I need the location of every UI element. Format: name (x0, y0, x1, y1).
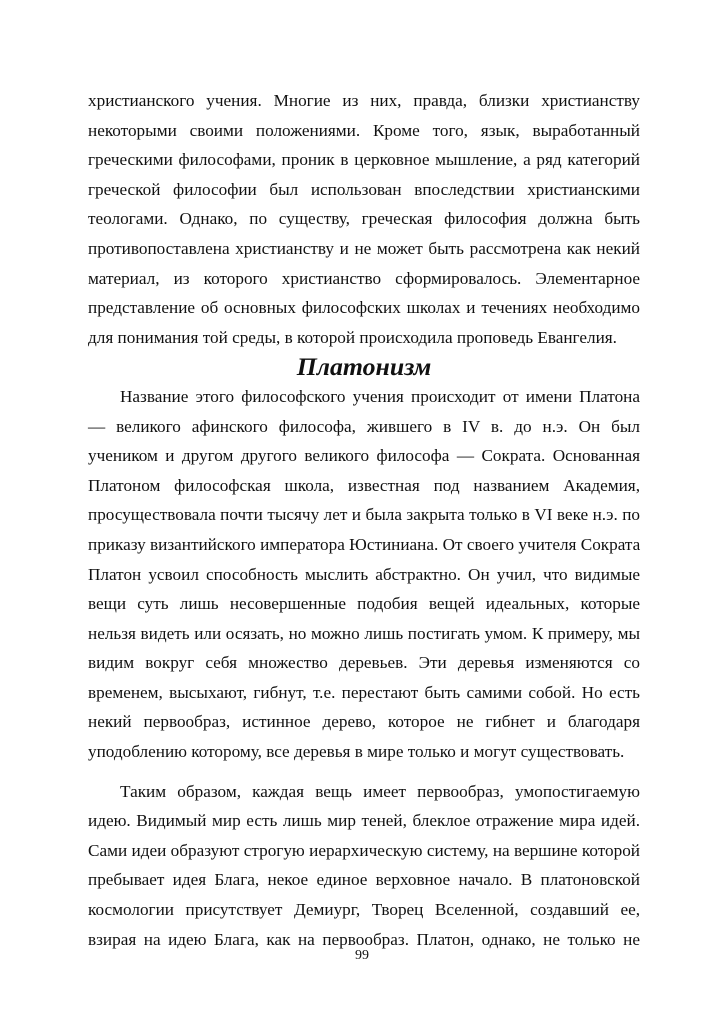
text-line: Название этого философского учения происходит от имени Платона (120, 386, 640, 406)
text-line: взирая на идею Блага, как на первообраз. Платон, однако, не только не (88, 929, 640, 949)
paragraph-gap (88, 767, 640, 777)
text-line: вещи суть лишь несовершенные подобия вещей идеальных, которые (88, 594, 640, 614)
text-line: видим вокруг себя множество деревьев. Эти деревья изменяются со (88, 653, 640, 673)
text-line: противопоставлена христианству и не может быть рассмотрена как некий (88, 238, 640, 258)
text-line: греческой философии был использован впоследствии христианскими (88, 179, 640, 199)
text-line: для понимания той среды, в которой происходила проповедь Евангелия. (88, 327, 617, 347)
text-line: пребывает идея Блага, некое единое верховное начало. В платоновской (88, 870, 640, 890)
text-line: Платон усвоил способность мыслить абстрактно. Он учил, что видимые (88, 564, 640, 584)
text-line: теологами. Однако, по существу, греческая философия должна быть (88, 209, 640, 229)
text-line: некоторыми своими положениями. Кроме того, язык, выработанный (88, 120, 640, 140)
text-line: Сами идеи образуют строгую иерархическую систему, на вершине которой (88, 840, 640, 860)
text-line: учеником и другом другого великого философа — Сократа. Основанная (88, 446, 640, 466)
text-line: нельзя видеть или осязать, но можно лишь постигать умом. К примеру, мы (88, 623, 640, 643)
paragraph-platonism (88, 382, 640, 767)
text-line: христианского учения. Многие из них, правда, близки христианству (88, 91, 640, 110)
text-line: Платоном философская школа, известная под названием Академия, (88, 475, 640, 495)
text-line: материал, из которого христианство сформировалось. Элементарное (88, 268, 640, 288)
text-line: приказу византийского императора Юстиниана. От своего учителя Сократа (88, 534, 641, 554)
text-line: греческими философами, проник в церковное мышление, а ряд категорий (88, 150, 640, 170)
paragraph-ideas (88, 777, 640, 955)
page-number: 99 (355, 948, 369, 963)
text-line: — великого афинского философа, жившего в IV в. до н.э. Он был (88, 416, 640, 436)
text-line: некий первообраз, истинное дерево, которое не гибнет и благодаря (88, 712, 640, 732)
text-line: представление об основных философских школах и течениях необходимо (88, 298, 640, 318)
text-line: уподоблению которому, все деревья в мире только и могут существовать. (88, 742, 625, 762)
text-line: идею. Видимый мир есть лишь мир теней, блеклое отражение мира идей. (88, 811, 640, 831)
text-line: космологии присутствует Демиург, Творец Вселенной, создавший ее, (88, 900, 640, 920)
text-line: Таким образом, каждая вещь имеет первообраз, умопостигаемую (120, 781, 640, 801)
text-line: временем, высыхают, гибнут, т.е. перестают быть самими собой. Но есть (88, 682, 640, 702)
section-heading: Платонизм (296, 352, 432, 382)
paragraph-intro (88, 86, 640, 352)
text-line: просуществовала почти тысячу лет и была закрыта только в VI веке н.э. по (88, 505, 640, 525)
body-text (88, 86, 640, 954)
